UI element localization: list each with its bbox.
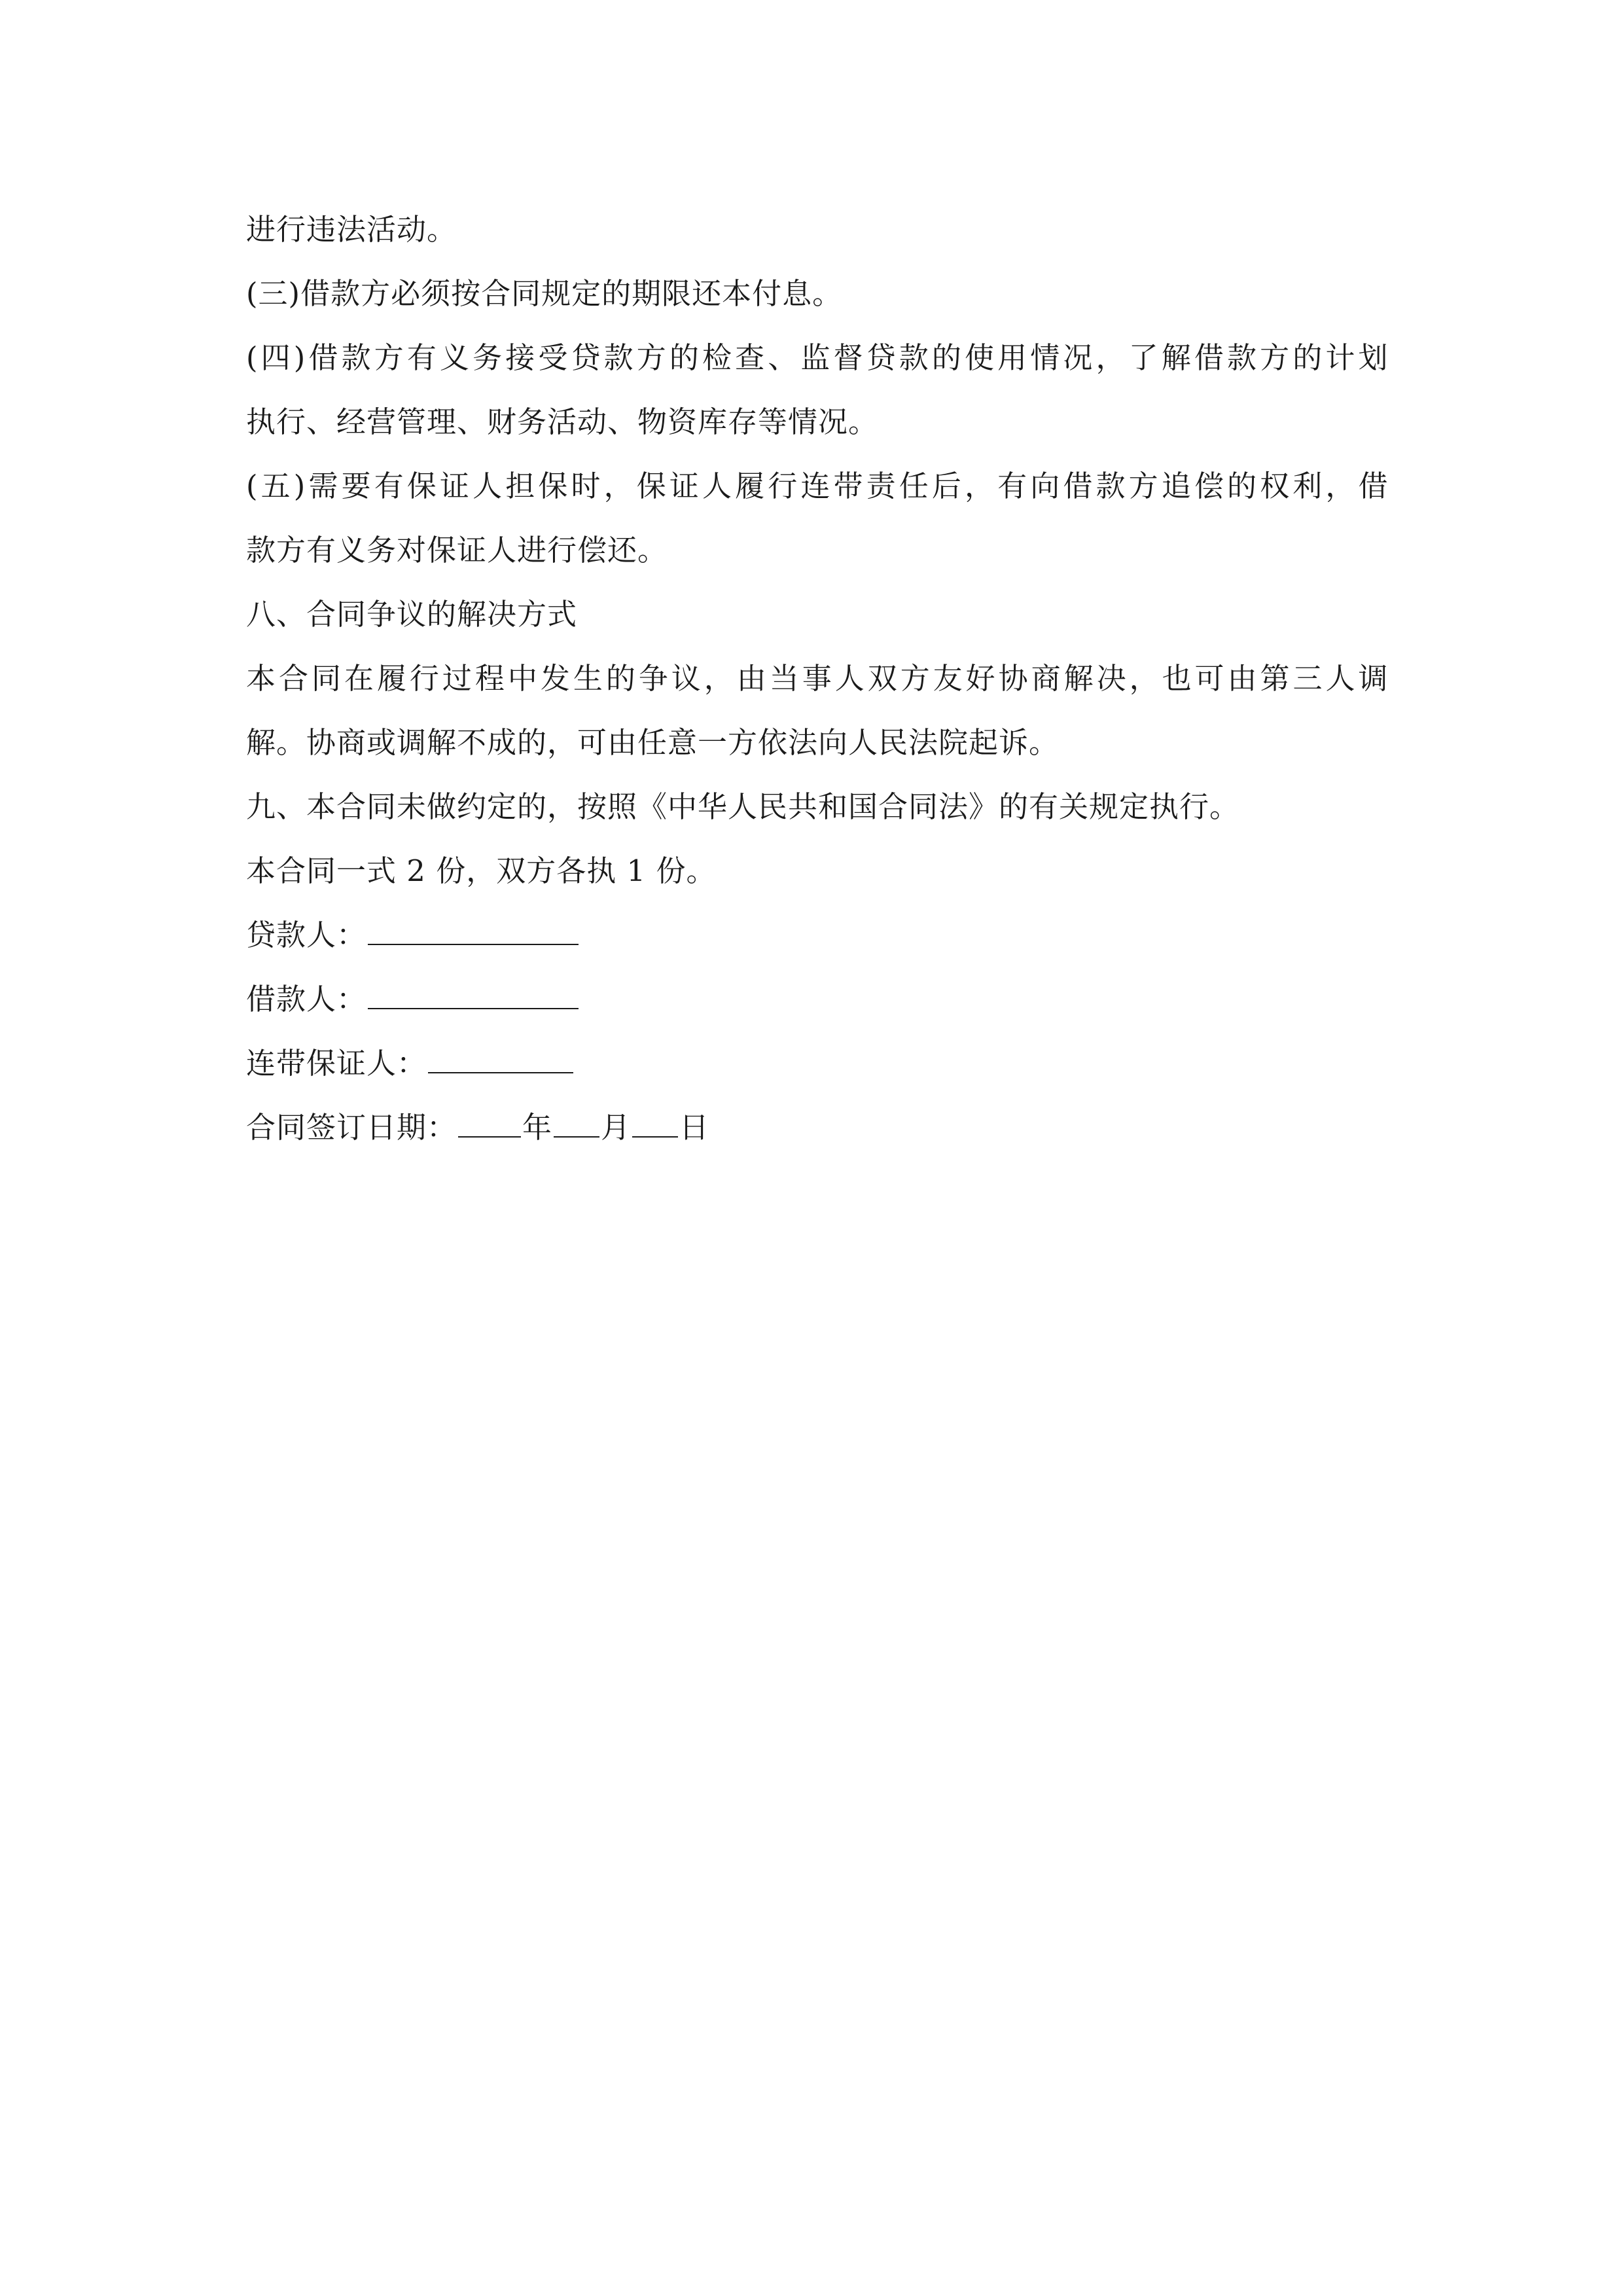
paragraph-line: 执行、经营管理、财务活动、物资库存等情况。	[246, 404, 879, 439]
paragraph-line: 款方有义务对保证人进行偿还。	[246, 533, 668, 567]
guarantor-signature-blank[interactable]	[428, 1046, 573, 1073]
paragraph-line-justified: 本 合 同 在 履 行 过 程 中 发 生 的 争 议 ， 由 当 事 人 双 方 友 好 协 商 解 决 ， 也 可 由 第 三 人 调	[246, 661, 1388, 696]
paragraph-line: 进行违法活动。	[246, 212, 457, 247]
day-blank[interactable]	[632, 1110, 678, 1138]
signing-date-line	[246, 1096, 1388, 1160]
paragraph-line: 本合同一式 2 份，双方各执 1 份。	[246, 853, 717, 888]
guarantor-label: 连带保证人：	[246, 1046, 427, 1081]
paragraph-line-justified: ( 五 ) 需 要 有 保 证 人 担 保 时 ， 保 证 人 履 行 连 带 责 任 后 ， 有 向 借 款 方 追 偿 的 权 利 ， 借	[246, 469, 1388, 503]
borrower-signature-line	[246, 967, 1388, 1031]
section-heading: 八、合同争议的解决方式	[246, 597, 578, 632]
borrower-label: 借款人：	[246, 982, 367, 1016]
month-label: 月	[601, 1110, 632, 1145]
paragraph-line: 解。协商或调解不成的，可由任意一方依法向人民法院起诉。	[246, 725, 1060, 760]
signing-date-label: 合同签订日期：	[246, 1110, 457, 1145]
document-body	[246, 198, 1388, 1160]
month-blank[interactable]	[554, 1110, 599, 1138]
year-label: 年	[522, 1110, 553, 1145]
section-heading: 九、本合同未做约定的，按照《中华人民共和国合同法》的有关规定执行。	[246, 789, 1240, 824]
lender-signature-line	[246, 903, 1388, 967]
guarantor-signature-line	[246, 1031, 1388, 1096]
paragraph-line: (三)借款方必须按合同规定的期限还本付息。	[246, 276, 843, 311]
lender-signature-blank[interactable]	[368, 918, 579, 945]
lender-label: 贷款人：	[246, 918, 367, 952]
paragraph-line-justified: ( 四 ) 借 款 方 有 义 务 接 受 贷 款 方 的 检 查 、 监 督 贷 款 的 使 用 情 况 ， 了 解 借 款 方 的 计 划	[246, 340, 1388, 375]
year-blank[interactable]	[458, 1110, 521, 1138]
day-label: 日	[679, 1110, 710, 1145]
borrower-signature-blank[interactable]	[368, 982, 579, 1009]
